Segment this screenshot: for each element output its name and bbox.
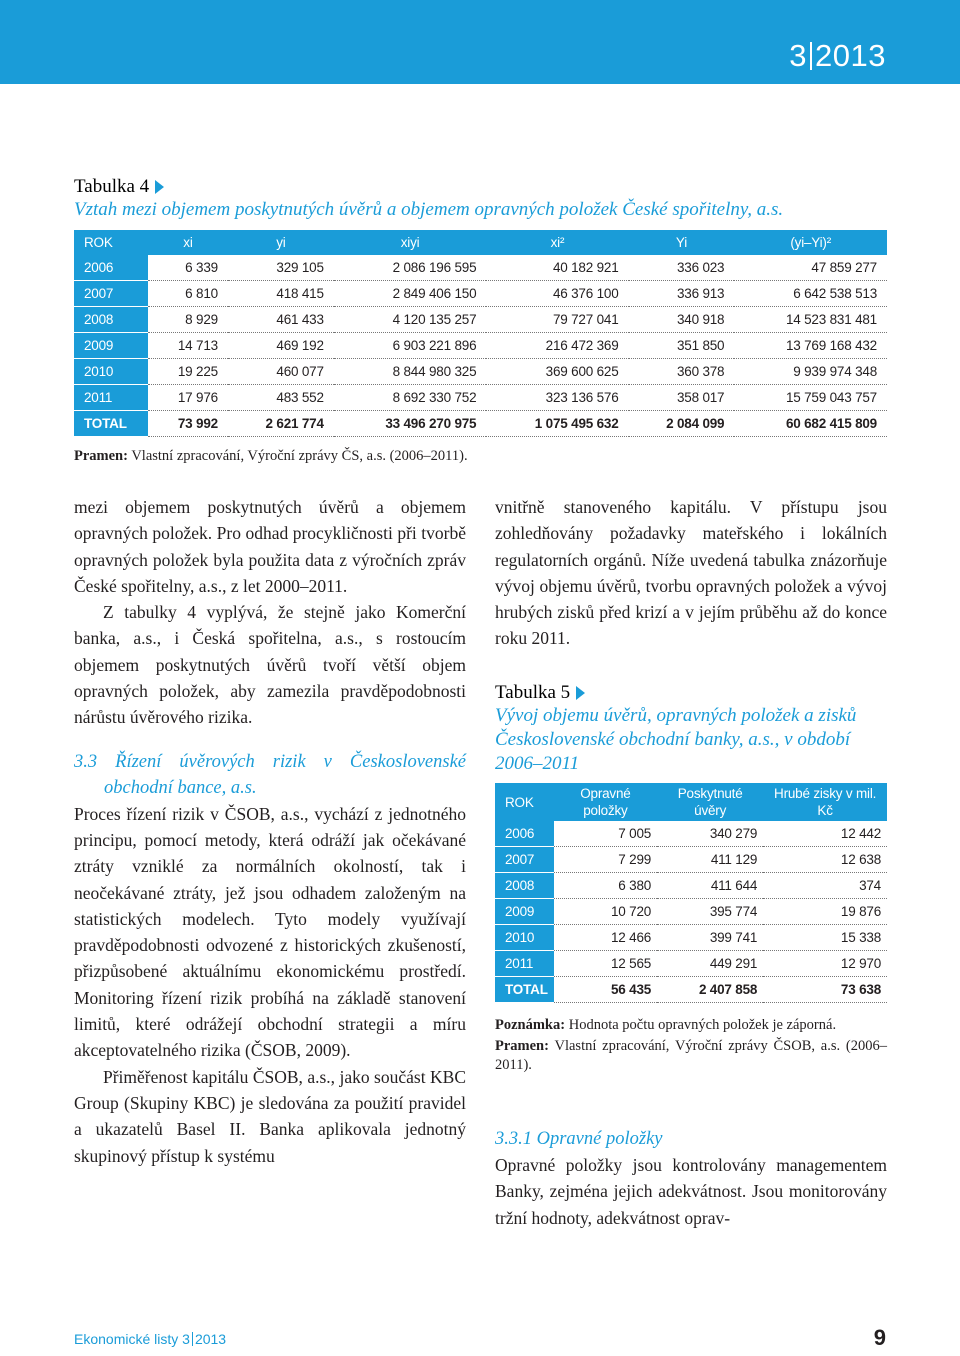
table4-header-row	[74, 230, 887, 255]
table-row	[495, 899, 887, 925]
table-cell: 449 291	[657, 951, 763, 977]
table-cell: 369 600 625	[486, 359, 628, 385]
table-cell: 418 415	[228, 281, 334, 307]
table-cell: 340 279	[657, 821, 763, 847]
table-cell: 340 918	[629, 307, 735, 333]
table-cell: 12 638	[763, 847, 887, 873]
table-cell: 7 005	[554, 821, 657, 847]
table-cell: 323 136 576	[486, 385, 628, 411]
right-paragraph-1: vnitřně stanoveného kapitálu. V přístupu jsou zohledňovány požadavky mateřského i lokálních regulatorních orgánů. Níže uvedená tabulka znázorňuje vývoj objemu úvěrů, tvorbu opravných položek a vývoj hrubých zisků před krizí a v jejím průběhu až do konce roku 2011.	[495, 497, 887, 649]
table-cell: 399 741	[657, 925, 763, 951]
journal-name: Ekonomické listy	[74, 1331, 179, 1347]
column-header: Opravné položky	[554, 783, 657, 821]
table-cell: 2 084 099	[629, 411, 735, 437]
table-cell: 411 129	[657, 847, 763, 873]
table5-body	[495, 821, 887, 1003]
table5-note	[495, 1016, 887, 1035]
table-cell: 329 105	[228, 255, 334, 281]
column-header: Yi	[629, 230, 735, 255]
table-cell: 216 472 369	[486, 333, 628, 359]
footer-issue-year: 2013	[194, 1331, 227, 1347]
table4-source-text: Vlastní zpracování, Výroční zprávy ČS, a.s. (2006–2011).	[131, 448, 468, 464]
table5-header-row	[495, 783, 887, 821]
table-cell: 8 692 330 752	[334, 385, 487, 411]
table-cell: 17 976	[148, 385, 228, 411]
table-row	[495, 925, 887, 951]
table-cell: 13 769 168 432	[734, 333, 887, 359]
section-heading-3-3	[74, 749, 466, 801]
right-column-text-2	[495, 1126, 887, 1231]
table-cell: 2 621 774	[228, 411, 334, 437]
left-paragraph-3: Proces řízení rizik v ČSOB, a.s., vychází z jednotného principu, pomocí metody, která odráží jak očekávané ztráty vzniklé za normálních okolností, tak i neočekávané ztráty, jež jsou odhadem založeným na statistických modelech. Tyto modely využívají pravděpodobnosti odvozené z historických zkušeností, přizpůsobené aktuálnímu ekonomickému prostředí. Monitoring řízení rizik probíhá na základě stanovení limitů, které odrážejí obchodní strategii a míru akceptovatelného rizika (ČSOB, 2009).	[74, 803, 466, 1061]
table4-caption	[74, 176, 894, 222]
row-label-cell: 2011	[495, 951, 554, 977]
table-cell: 12 466	[554, 925, 657, 951]
table-cell: 6 903 221 896	[334, 333, 487, 359]
table-cell: 336 023	[629, 255, 735, 281]
section-heading-text: Řízení úvěrových rizik v Československé obchodní bance, a.s.	[104, 751, 466, 798]
issue-number-value: 3	[789, 38, 808, 73]
table-row	[74, 281, 887, 307]
total-row	[495, 977, 887, 1003]
row-label-cell: 2007	[495, 847, 554, 873]
column-header: Hrubé zisky v mil. Kč	[763, 783, 887, 821]
table-cell: 60 682 415 809	[734, 411, 887, 437]
table-cell: 358 017	[629, 385, 735, 411]
table-cell: 79 727 041	[486, 307, 628, 333]
section-heading-text: Opravné položky	[536, 1129, 663, 1149]
table-cell: 40 182 921	[486, 255, 628, 281]
table-cell: 4 120 135 257	[334, 307, 487, 333]
table-cell: 47 859 277	[734, 255, 887, 281]
table5-source	[495, 1037, 887, 1075]
table-row	[495, 847, 887, 873]
table-cell: 15 759 043 757	[734, 385, 887, 411]
footer-issue-number: 3	[182, 1331, 190, 1347]
table-row	[495, 873, 887, 899]
table4	[74, 230, 887, 437]
column-header: yi	[228, 230, 334, 255]
column-header: xi²	[486, 230, 628, 255]
arrow-right-icon	[155, 180, 164, 194]
table-cell: 46 376 100	[486, 281, 628, 307]
column-header: (yi–Yi)²	[734, 230, 887, 255]
table-cell: 460 077	[228, 359, 334, 385]
page-number: 9	[873, 1325, 886, 1350]
issue-year-value: 2013	[815, 38, 886, 73]
table4-label	[74, 176, 894, 198]
row-label-cell: 2010	[495, 925, 554, 951]
table4-source-label: Pramen:	[74, 448, 128, 464]
table-cell: 395 774	[657, 899, 763, 925]
table5-note-text: Hodnota počtu opravných položek je záporná.	[568, 1017, 837, 1033]
row-label-cell: TOTAL	[495, 977, 554, 1003]
table-row	[74, 359, 887, 385]
table-cell: 374	[763, 873, 887, 899]
table-row	[74, 307, 887, 333]
table-cell: 8 844 980 325	[334, 359, 487, 385]
table-cell: 14 713	[148, 333, 228, 359]
table-cell: 19 225	[148, 359, 228, 385]
left-column	[74, 494, 466, 1169]
table-cell: 7 299	[554, 847, 657, 873]
table-cell: 19 876	[763, 899, 887, 925]
table-cell: 483 552	[228, 385, 334, 411]
table-row	[74, 385, 887, 411]
table-cell: 2 849 406 150	[334, 281, 487, 307]
table-cell: 12 565	[554, 951, 657, 977]
column-header: xi	[148, 230, 228, 255]
row-label-cell: TOTAL	[74, 411, 148, 437]
table-row	[74, 333, 887, 359]
column-header: Poskytnuté úvěry	[657, 783, 763, 821]
column-header: ROK	[495, 783, 554, 821]
table-cell: 360 378	[629, 359, 735, 385]
section-heading-number: 3.3	[74, 751, 98, 772]
table5-title: Vývoj objemu úvěrů, opravných položek a zisků Československé obchodní banky, a.s., v období 2006–2011	[495, 705, 857, 774]
table-cell: 461 433	[228, 307, 334, 333]
table-cell: 6 642 538 513	[734, 281, 887, 307]
table-cell: 351 850	[629, 333, 735, 359]
header-bar	[0, 0, 960, 84]
arrow-right-icon	[576, 686, 585, 700]
row-label-cell: 2009	[74, 333, 148, 359]
table-cell: 14 523 831 481	[734, 307, 887, 333]
table5-notes	[495, 1016, 887, 1075]
table-row	[495, 821, 887, 847]
table-cell: 2 086 196 595	[334, 255, 487, 281]
issue-number	[789, 38, 886, 74]
table-cell: 10 720	[554, 899, 657, 925]
table-cell: 12 970	[763, 951, 887, 977]
table-cell: 56 435	[554, 977, 657, 1003]
row-label-cell: 2007	[74, 281, 148, 307]
left-paragraph-4: Přiměřenost kapitálu ČSOB, a.s., jako součást KBC Group (Skupiny KBC) je sledována za použití pravidel a ukazatelů Basel II. Banka aplikovala jednotný skupinový přístup k systému	[74, 1066, 466, 1166]
table4-body	[74, 255, 887, 437]
table-cell: 73 638	[763, 977, 887, 1003]
total-row	[74, 411, 887, 437]
footer	[74, 1331, 226, 1347]
table-row	[495, 951, 887, 977]
row-label-cell: 2006	[495, 821, 554, 847]
issue-separator	[810, 42, 812, 70]
table-cell: 33 496 270 975	[334, 411, 487, 437]
table5-note-label: Poznámka:	[495, 1017, 566, 1033]
row-label-cell: 2011	[74, 385, 148, 411]
table-row	[74, 255, 887, 281]
table5-source-label: Pramen:	[495, 1038, 549, 1054]
table-cell: 8 929	[148, 307, 228, 333]
right-paragraph-2: Opravné položky jsou kontrolovány managementem Banky, zejména jejich adekvátnost. Jsou monitorovány tržní hodnoty, adekvátnost oprav-	[495, 1155, 887, 1228]
row-label-cell: 2010	[74, 359, 148, 385]
table-cell: 73 992	[148, 411, 228, 437]
table-cell: 15 338	[763, 925, 887, 951]
table-cell: 9 939 974 348	[734, 359, 887, 385]
table5	[495, 783, 887, 1003]
table-cell: 336 913	[629, 281, 735, 307]
table5-label-text: Tabulka 5	[495, 682, 571, 703]
table5-label	[495, 682, 890, 704]
table-cell: 2 407 858	[657, 977, 763, 1003]
table-cell: 6 339	[148, 255, 228, 281]
row-label-cell: 2008	[495, 873, 554, 899]
table4-title: Vztah mezi objemem poskytnutých úvěrů a objemem opravných položek České spořitelny, a.s.	[74, 199, 784, 220]
column-header: xiyi	[334, 230, 487, 255]
table-cell: 1 075 495 632	[486, 411, 628, 437]
right-column-text	[495, 494, 887, 652]
table-cell: 6 380	[554, 873, 657, 899]
table4-label-text: Tabulka 4	[74, 176, 150, 197]
section-heading-number: 3.3.1	[495, 1129, 532, 1149]
table-cell: 411 644	[657, 873, 763, 899]
table-cell: 6 810	[148, 281, 228, 307]
table-cell: 12 442	[763, 821, 887, 847]
row-label-cell: 2006	[74, 255, 148, 281]
column-header: ROK	[74, 230, 148, 255]
section-heading-3-3-1	[495, 1126, 887, 1152]
table4-source	[74, 447, 894, 466]
left-paragraph-2: Z tabulky 4 vyplývá, že stejně jako Komerční banka, a.s., i Česká spořitelna, a.s., s rostoucím objemem poskytnutých úvěrů tvoří větší objem opravných položek, aby zamezila pravděpodobnosti nárůstu úvěrového rizika.	[74, 602, 466, 728]
footer-separator	[192, 1332, 193, 1346]
row-label-cell: 2009	[495, 899, 554, 925]
table-cell: 469 192	[228, 333, 334, 359]
table5-source-text: Vlastní zpracování, Výroční zprávy ČSOB, a.s. (2006–2011).	[495, 1038, 887, 1073]
left-paragraph-1: mezi objemem poskytnutých úvěrů a objemem opravných položek. Pro odhad procykličnosti při tvorbě opravných položek byla použita data z výročních zpráv České spořitelny, a.s., z let 2000–2011.	[74, 497, 466, 596]
table5-caption	[495, 682, 890, 776]
row-label-cell: 2008	[74, 307, 148, 333]
